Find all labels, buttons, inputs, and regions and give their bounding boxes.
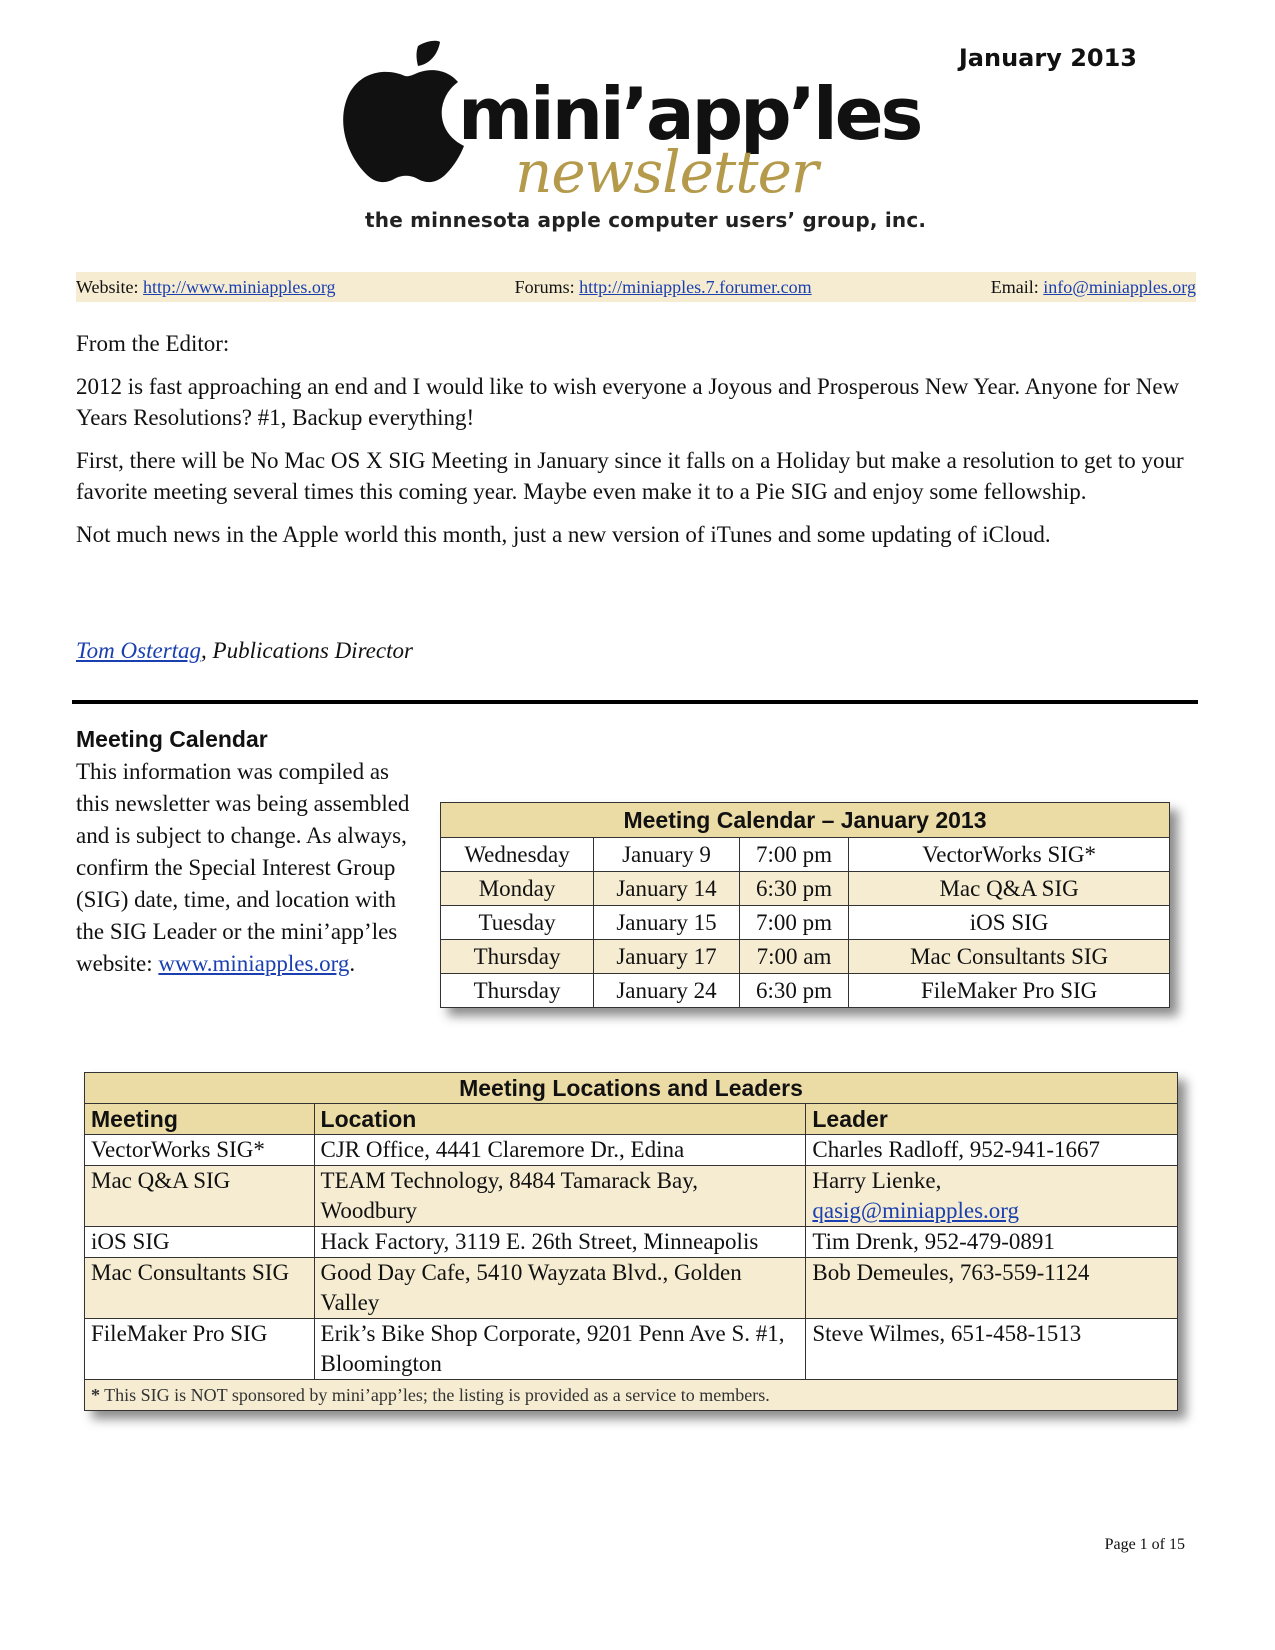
cell-location: Good Day Cafe, 5410 Wayzata Blvd., Golden Valley: [314, 1258, 806, 1319]
cell-event: Mac Consultants SIG: [849, 940, 1170, 974]
forums-link-group: [515, 277, 812, 298]
section-divider: [72, 700, 1198, 704]
website-link-group: [76, 277, 336, 298]
calendar-heading: Meeting Calendar: [76, 726, 268, 752]
leader-name: Harry Lienke,: [812, 1168, 942, 1193]
cell-day: Monday: [441, 872, 594, 906]
website-label: Website:: [76, 276, 139, 297]
column-header: Leader: [806, 1104, 1178, 1135]
footnote-mark: *: [91, 1385, 100, 1405]
masthead-logo: [340, 38, 940, 238]
cell-meeting: iOS SIG: [85, 1227, 315, 1258]
table-row: [441, 872, 1170, 906]
logo-title: mini’app’les: [458, 72, 921, 156]
cell-leader: Charles Radloff, 952-941-1667: [806, 1135, 1178, 1166]
cell-event: Mac Q&A SIG: [849, 872, 1170, 906]
cell-date: January 17: [594, 940, 740, 974]
calendar-note: [76, 756, 426, 980]
cell-day: Thursday: [441, 974, 594, 1008]
cell-meeting: VectorWorks SIG*: [85, 1135, 315, 1166]
logo-tagline: the minnesota apple computer users’ group, inc.: [365, 208, 927, 232]
calendar-note-end: .: [349, 951, 356, 976]
cell-location: TEAM Technology, 8484 Tamarack Bay, Woodbury: [314, 1166, 806, 1227]
table-row: [441, 974, 1170, 1008]
editor-paragraph: 2012 is fast approaching an end and I would like to wish everyone a Joyous and Prosperous New Year. Anyone for New Years Resolutions? #1, Backup everything!: [76, 374, 1180, 430]
cell-event: iOS SIG: [849, 906, 1170, 940]
cell-date: January 9: [594, 838, 740, 872]
forums-link[interactable]: http://miniapples.7.forumer.com: [579, 276, 812, 297]
locations-leaders-table: [84, 1072, 1178, 1411]
email-link[interactable]: info@miniapples.org: [1043, 276, 1196, 297]
table-header-row: [85, 1104, 1178, 1135]
locations-table-title: Meeting Locations and Leaders: [85, 1073, 1178, 1104]
table-row: [85, 1135, 1178, 1166]
cell-time: 6:30 pm: [739, 974, 848, 1008]
column-header: Location: [314, 1104, 806, 1135]
meeting-calendar-table: [440, 802, 1170, 1008]
email-label: Email:: [990, 276, 1039, 297]
cell-day: Wednesday: [441, 838, 594, 872]
cell-leader: Tim Drenk, 952-479-0891: [806, 1227, 1178, 1258]
calendar-note-link[interactable]: www.miniapples.org: [158, 951, 350, 976]
cell-time: 6:30 pm: [739, 872, 848, 906]
table-row: [441, 906, 1170, 940]
table-row: [85, 1319, 1178, 1380]
editor-paragraph: First, there will be No Mac OS X SIG Meeting in January since it falls on a Holiday but make a resolution to get to your favorite meeting several times this coming year. Maybe even make it to a Pie SIG and enjoy some fellowship.: [76, 448, 1184, 504]
cell-meeting: FileMaker Pro SIG: [85, 1319, 315, 1380]
cell-meeting: Mac Consultants SIG: [85, 1258, 315, 1319]
table-row: [85, 1227, 1178, 1258]
footnote-text: This SIG is NOT sponsored by mini’app’les; the listing is provided as a service to members.: [100, 1385, 770, 1405]
table-footnote: [85, 1380, 1178, 1411]
cell-day: Tuesday: [441, 906, 594, 940]
column-header: Meeting: [85, 1104, 315, 1135]
table-row: [85, 1258, 1178, 1319]
cell-time: 7:00 am: [739, 940, 848, 974]
forums-label: Forums:: [514, 276, 575, 297]
cell-meeting: Mac Q&A SIG: [85, 1166, 315, 1227]
editor-name-link[interactable]: Tom Ostertag: [76, 638, 202, 663]
leader-email-link[interactable]: qasig@miniapples.org: [812, 1198, 1020, 1223]
cell-date: January 15: [594, 906, 740, 940]
table-row: [441, 940, 1170, 974]
cell-date: January 14: [594, 872, 740, 906]
editor-signature: [76, 638, 413, 664]
apple-logo-icon: [340, 38, 470, 188]
logo-subtitle: newsletter: [515, 138, 818, 206]
cell-day: Thursday: [441, 940, 594, 974]
table-row: [85, 1166, 1178, 1227]
calendar-table-title: Meeting Calendar – January 2013: [441, 803, 1170, 838]
page-number: Page 1 of 15: [1104, 1536, 1185, 1553]
cell-event: VectorWorks SIG*: [849, 838, 1170, 872]
editor-title: , Publications Director: [201, 638, 413, 663]
cell-location: Erik’s Bike Shop Corporate, 9201 Penn Ave S. #1, Bloomington: [314, 1319, 806, 1380]
calendar-note-text: This information was compiled as this newsletter was being assembled and is subject to change. As always, confirm the Special Interest Group (SIG) date, time, and location with the SIG Leader or the mini’app’les website:: [76, 759, 410, 976]
cell-leader: Bob Demeules, 763-559-1124: [806, 1258, 1178, 1319]
cell-time: 7:00 pm: [739, 906, 848, 940]
cell-leader: [806, 1166, 1178, 1227]
issue-date: January 2013: [958, 44, 1137, 72]
cell-time: 7:00 pm: [739, 838, 848, 872]
cell-location: CJR Office, 4441 Claremore Dr., Edina: [314, 1135, 806, 1166]
editor-heading: From the Editor:: [76, 331, 230, 356]
links-bar: [76, 272, 1196, 302]
email-link-group: [991, 277, 1196, 298]
cell-location: Hack Factory, 3119 E. 26th Street, Minneapolis: [314, 1227, 806, 1258]
website-link[interactable]: http://www.miniapples.org: [143, 276, 336, 297]
editor-paragraph: Not much news in the Apple world this month, just a new version of iTunes and some updating of iCloud.: [76, 522, 1051, 547]
cell-event: FileMaker Pro SIG: [849, 974, 1170, 1008]
editor-section: [76, 328, 1196, 562]
table-row: [441, 838, 1170, 872]
cell-leader: Steve Wilmes, 651-458-1513: [806, 1319, 1178, 1380]
cell-date: January 24: [594, 974, 740, 1008]
